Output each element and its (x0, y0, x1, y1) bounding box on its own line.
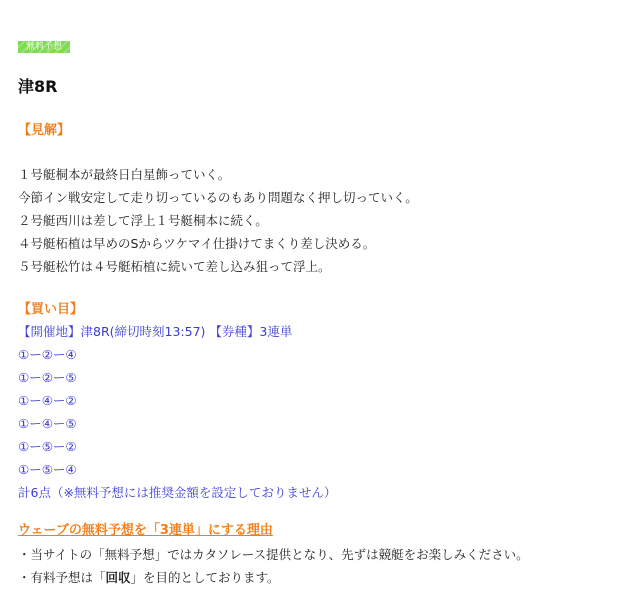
view-line-4: ４号艇柘植は早めのSからツケマイ仕掛けてまくり差し決める。 (18, 236, 376, 251)
reason-line-2-suffix: 」を目的としております。 (130, 570, 280, 585)
bet-combination: ①ー⑤ー④ (18, 462, 77, 477)
free-prediction-badge: 無料予想 (18, 41, 70, 53)
bet-combination: ①ー④ー② (18, 393, 77, 408)
bet-combination: ①ー④ー⑤ (18, 416, 77, 431)
bet-combination: ①ー⑤ー② (18, 439, 77, 454)
bet-combination: ①ー②ー④ (18, 347, 77, 362)
reason-line-2-prefix: ・有料予想は「 (18, 570, 106, 585)
race-title: 津8R (18, 77, 58, 96)
view-line-3: ２号艇西川は差して浮上１号艇桐本に続く。 (18, 213, 268, 228)
view-line-1: １号艇桐本が最終日白星飾っていく。 (18, 167, 231, 182)
view-heading: 【見解】 (18, 123, 71, 138)
reason-line-2 (18, 569, 280, 587)
reason-heading-link[interactable]: ウェーブの無料予想を「3連単」にする理由 (18, 523, 273, 538)
view-line-5: ５号艇松竹は４号艇柘植に続いて差し込み狙って浮上。 (18, 259, 331, 274)
recovery-emphasis: 回収 (105, 570, 131, 585)
bet-combination: ①ー②ー⑤ (18, 370, 77, 385)
bet-total: 計6点（※無料予想には推奨金額を設定しておりません） (18, 485, 337, 500)
buy-heading: 【買い目】 (18, 302, 84, 317)
view-line-2: 今節イン戦安定して走り切っているのもあり問題なく押し切っていく。 (18, 190, 418, 205)
venue-info: 【開催地】津8R(締切時刻13:57) 【券種】3連単 (18, 324, 293, 339)
reason-line-1: ・当サイトの「無料予想」ではカタソレース提供となり、先ずは競艇をお楽しみください。 (18, 547, 529, 562)
